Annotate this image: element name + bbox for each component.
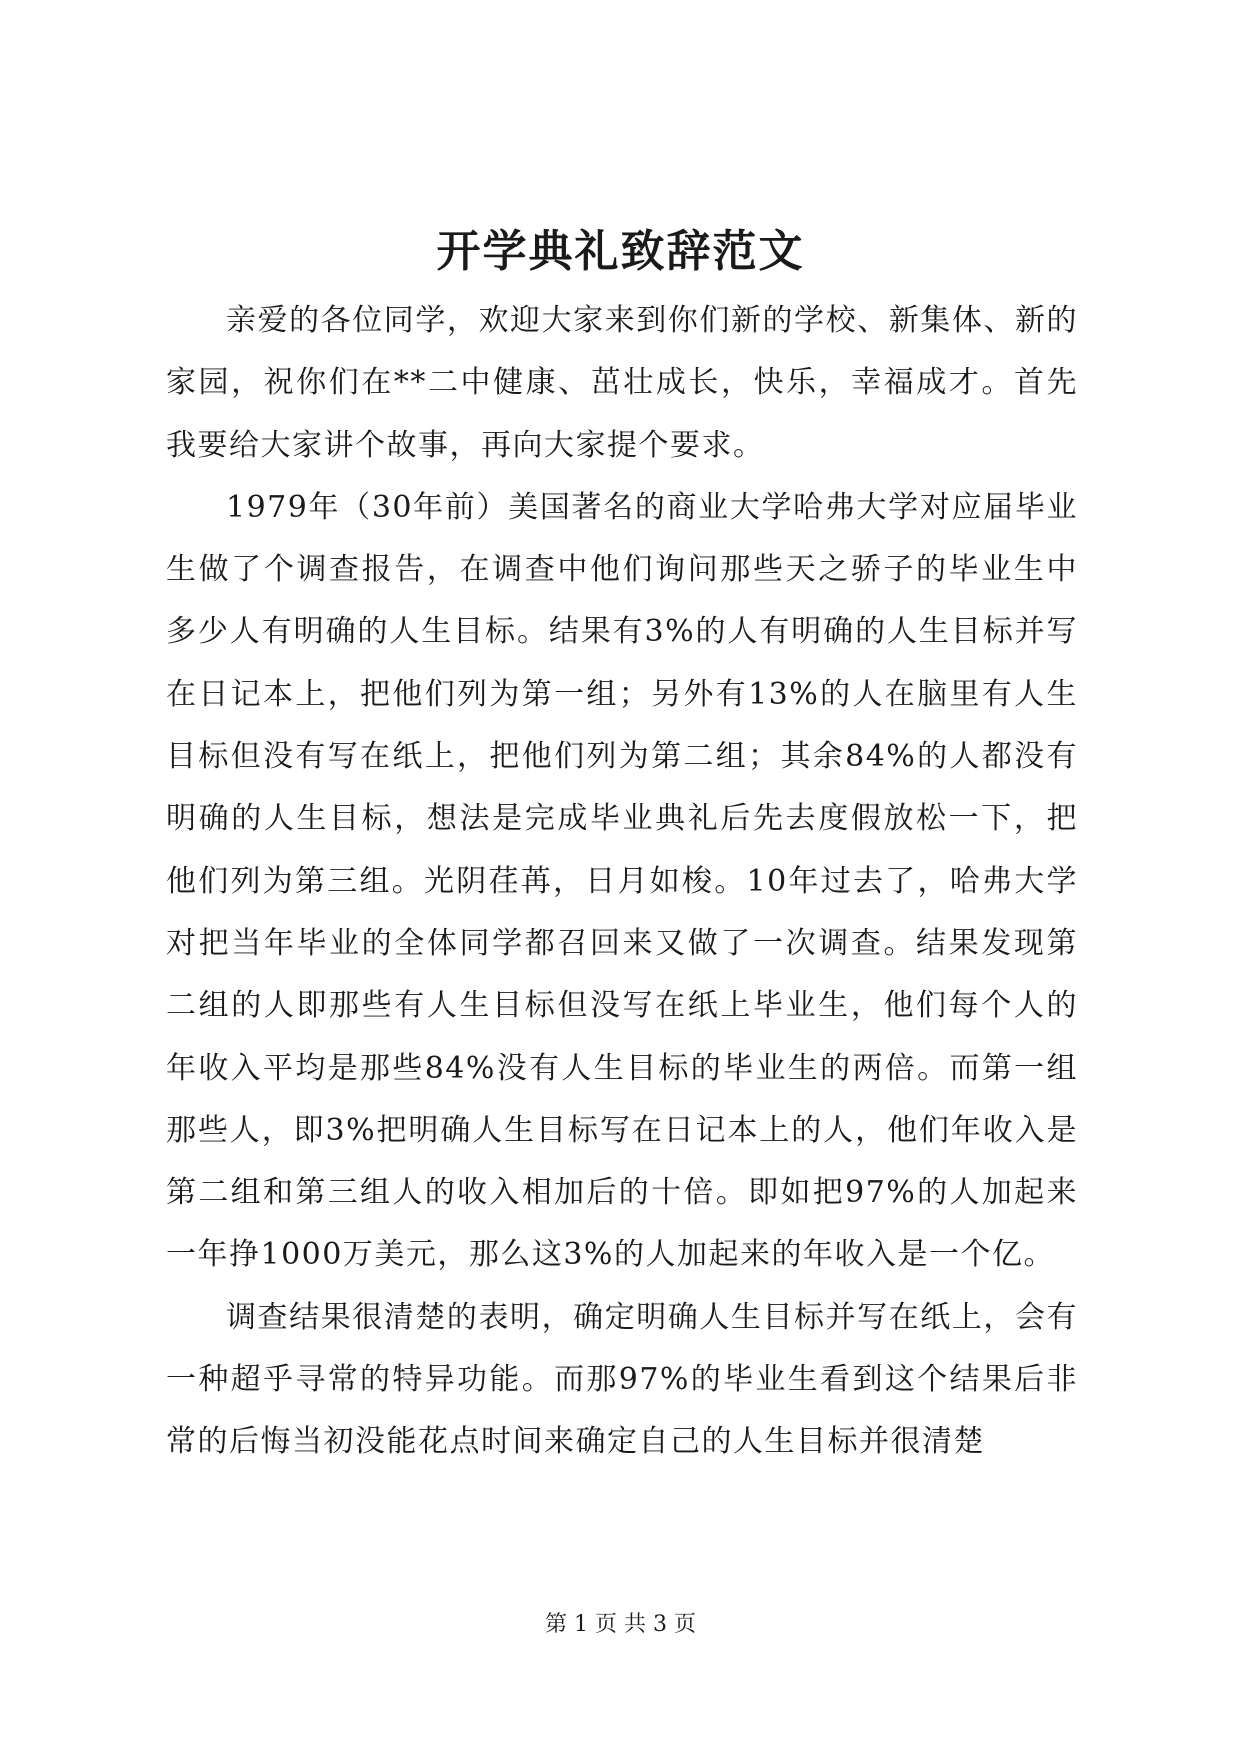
paragraph-survey-conclusion: 调查结果很清楚的表明，确定明确人生目标并写在纸上，会有一种超乎寻常的特异功能。而那97%的毕业生看到这个结果后非常的后悔当初没能花点时间来确定自己的人生目标并很清楚 [166,1299,1078,1460]
paragraph-greeting: 亲爱的各位同学，欢迎大家来到你们新的学校、新集体、新的家园，祝你们在**二中健康、茁壮成长，快乐，幸福成才。首先我要给大家讲个故事，再向大家提个要求。 [166,303,1078,463]
document-body [166,290,1078,1474]
paragraph-harvard-survey: 1979年（30年前）美国著名的商业大学哈弗大学对应届毕业生做了个调查报告，在调查中他们询问那些天之骄子的毕业生中多少人有明确的人生目标。结果有3%的人有明确的人生目标并写在日记本上，把他们列为第一组；另外有13%的人在脑里有人生目标但没有写在纸上，把他们列为第二组；其余84%的人都没有明确的人生目标，想法是完成毕业典礼后先去度假放松一下，把他们列为第三组。光阴荏苒，日月如梭。10年过去了，哈弗大学对把当年毕业的全体同学都召回来又做了一次调查。结果发现第二组的人即那些有人生目标但没写在纸上毕业生，他们每个人的年收入平均是那些84%没有人生目标的毕业生的两倍。而第一组那些人，即3%把明确人生目标写在日记本上的人，他们年收入是第二组和第三组人的收入相加后的十倍。即如把97%的人加起来一年挣1000万美元，那么这3%的人加起来的年收入是一个亿。 [166,489,1078,1273]
page-footer: 第 1 页 共 3 页 [545,1612,696,1637]
document-title: 开学典礼致辞范文 [436,226,805,277]
